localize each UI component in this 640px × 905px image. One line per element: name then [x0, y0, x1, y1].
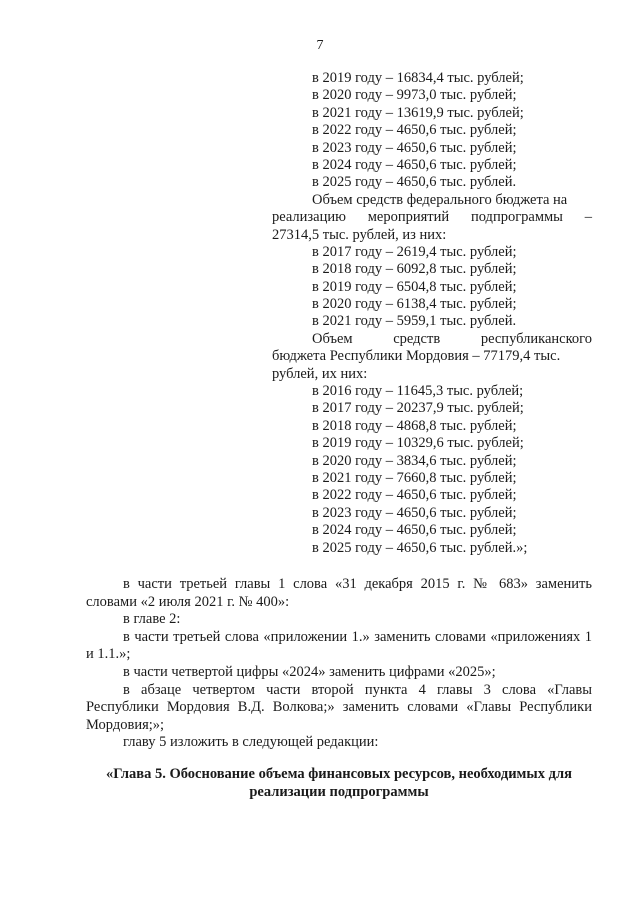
- list-item: в 2022 году – 4650,6 тыс. рублей;: [312, 487, 517, 504]
- paragraph: в части третьей главы 1 слова «31 декабря 2015 г. № 683» заменить словами «2 июля 2021 г. № 400»:: [86, 576, 592, 610]
- federal-budget-line3: 27314,5 тыс. рублей, из них:: [272, 226, 447, 243]
- list-item: в 2019 году – 10329,6 тыс. рублей;: [312, 435, 524, 452]
- list-item: в 2023 году – 4650,6 тыс. рублей;: [312, 139, 517, 156]
- list-item: в 2017 году – 2619,4 тыс. рублей;: [312, 243, 517, 260]
- list-item: в 2021 году – 5959,1 тыс. рублей.: [312, 313, 517, 330]
- list-item: в 2023 году – 4650,6 тыс. рублей;: [312, 504, 517, 521]
- list-item: в 2018 году – 6092,8 тыс. рублей;: [312, 261, 517, 278]
- paragraph: главу 5 изложить в следующей редакции:: [123, 734, 379, 751]
- list-item: в 2017 году – 20237,9 тыс. рублей;: [312, 400, 524, 417]
- republic-budget-line1: Объем средств республиканского: [312, 330, 592, 347]
- list-item: в 2025 году – 4650,6 тыс. рублей.»;: [312, 539, 528, 556]
- budget-column: [272, 70, 592, 557]
- amendments-body: [86, 576, 592, 752]
- list-item: в 2021 году – 13619,9 тыс. рублей;: [312, 104, 524, 121]
- federal-budget-line1: Объем средств федерального бюджета на: [312, 191, 568, 208]
- chapter-heading-line2: реализации подпрограммы: [249, 784, 429, 800]
- paragraph: в главе 2:: [123, 611, 181, 628]
- list-item: в 2016 году – 11645,3 тыс. рублей;: [312, 383, 524, 400]
- list-item: в 2019 году – 16834,4 тыс. рублей;: [312, 70, 524, 86]
- list-item: в 2024 году – 4650,6 тыс. рублей;: [312, 156, 517, 173]
- list-item: в 2020 году – 9973,0 тыс. рублей;: [312, 87, 517, 104]
- list-item: в 2020 году – 3834,6 тыс. рублей;: [312, 452, 517, 469]
- list-item: в 2022 году – 4650,6 тыс. рублей;: [312, 122, 517, 139]
- list-item: в 2025 году – 4650,6 тыс. рублей.: [312, 174, 517, 191]
- list-item: в 2019 году – 6504,8 тыс. рублей;: [312, 278, 517, 295]
- paragraph: в части третьей слова «приложении 1.» заменить словами «приложениях 1 и 1.1.»;: [86, 628, 592, 663]
- list-item: в 2021 году – 7660,8 тыс. рублей;: [312, 469, 517, 486]
- list-item: в 2018 году – 4868,8 тыс. рублей;: [312, 417, 517, 434]
- chapter-heading-line1: «Глава 5. Обоснование объема финансовых ресурсов, необходимых для: [106, 766, 572, 782]
- republic-budget-line2: бюджета Республики Мордовия – 77179,4 тыс.: [272, 348, 561, 365]
- republic-budget-line3: рублей, их них:: [272, 365, 368, 382]
- paragraph: в абзаце четвертом части второй пункта 4 главы 3 слова «Главы Республики Мордовия В.Д. Волкова;» заменить словами «Главы Республики Мордовия;»;: [86, 681, 592, 733]
- list-item: в 2020 году – 6138,4 тыс. рублей;: [312, 296, 517, 313]
- list-item: в 2024 году – 4650,6 тыс. рублей;: [312, 522, 517, 539]
- paragraph: в части четвертой цифры «2024» заменить цифрами «2025»;: [123, 663, 496, 680]
- federal-budget-line2: реализацию мероприятий подпрограммы –: [272, 209, 592, 226]
- chapter-heading: [86, 765, 592, 801]
- page-number: 7: [316, 38, 324, 53]
